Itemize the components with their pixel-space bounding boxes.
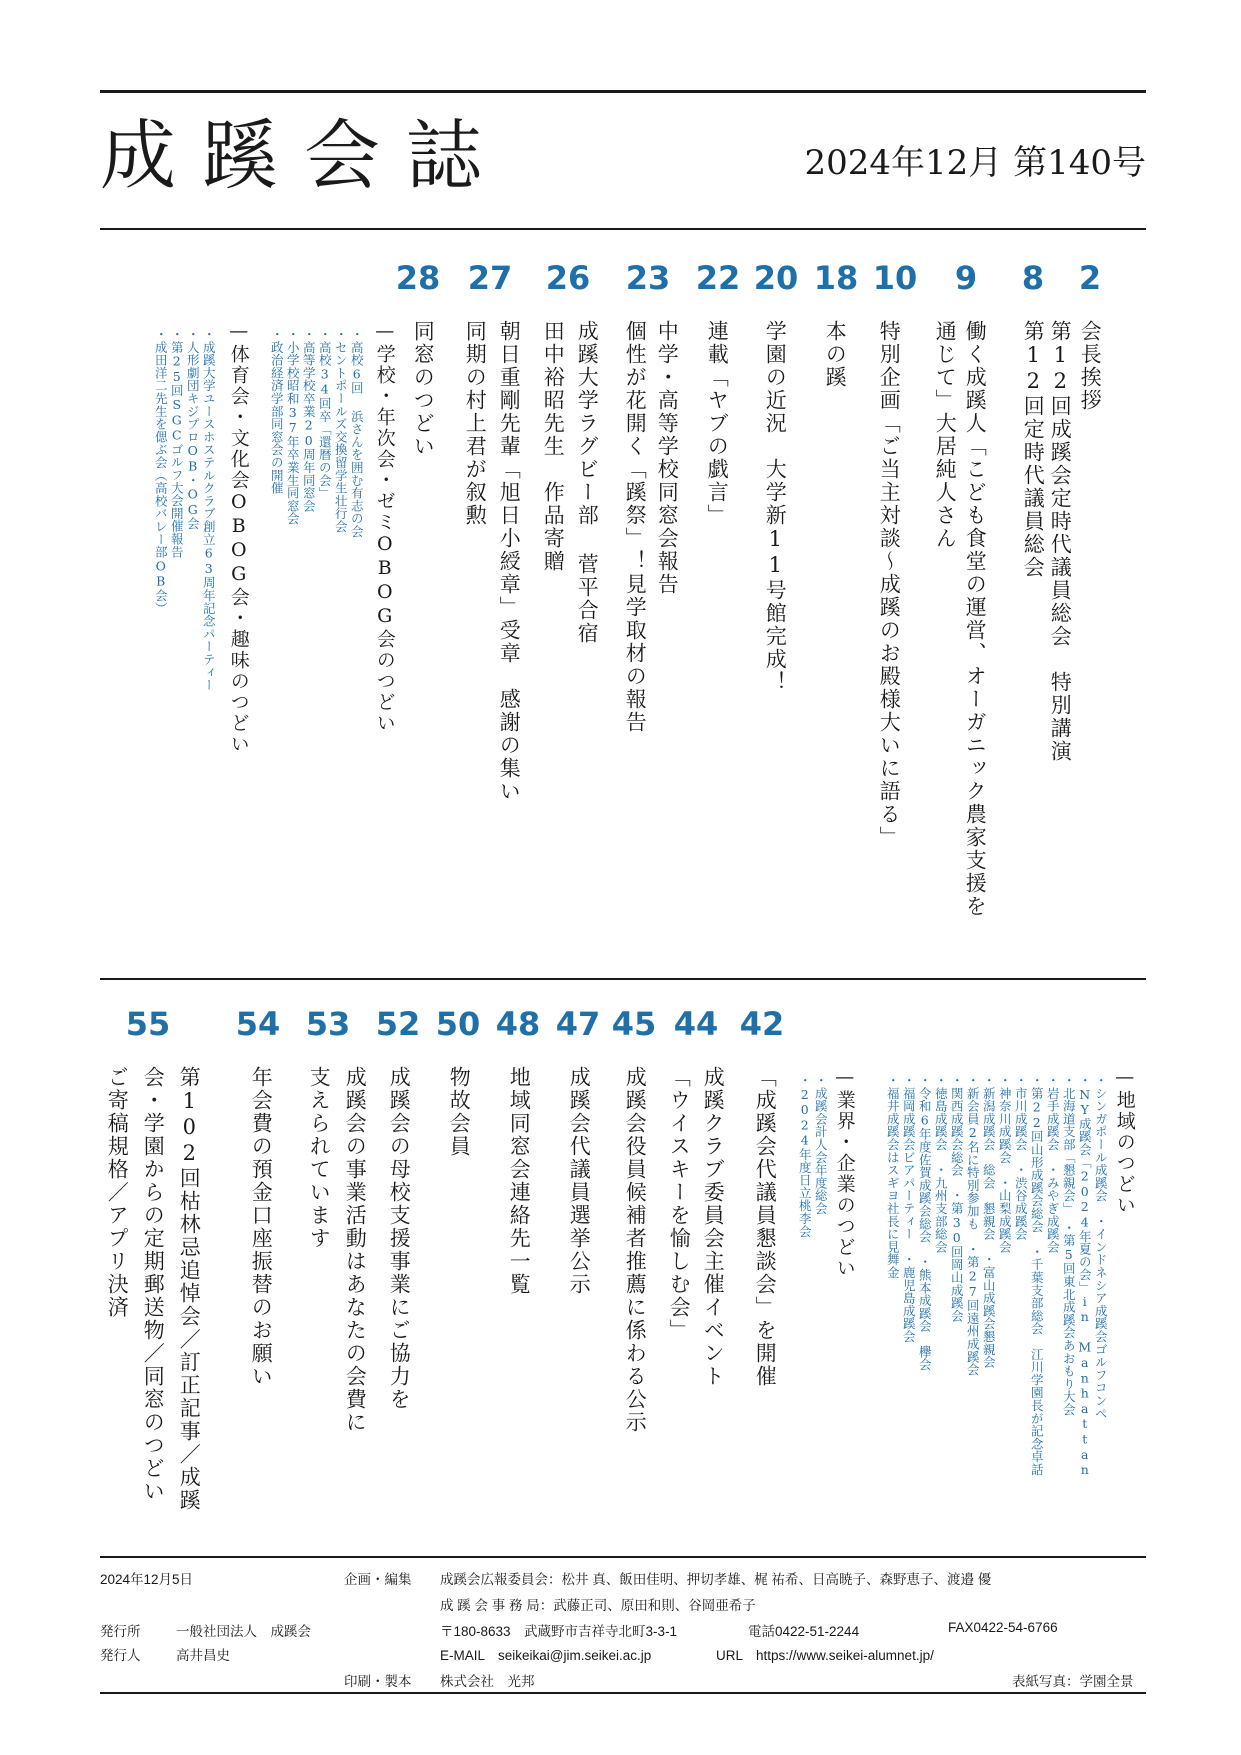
entry-title: 支えられています bbox=[307, 1066, 332, 1250]
page-number: 10 bbox=[872, 259, 918, 297]
page-number: 8 bbox=[1021, 259, 1045, 297]
page-number: 54 bbox=[235, 1005, 281, 1043]
regional-item: ・市川成蹊会 ・渋谷成蹊会 bbox=[1013, 1074, 1029, 1241]
entry-subheading: —学校・年次会・ゼミOBOG会のつどい bbox=[373, 320, 396, 734]
magazine-title: 成蹊会誌 bbox=[100, 111, 508, 200]
issue-date-number: 2024年12月 第140号 bbox=[804, 143, 1146, 183]
toc-top bbox=[0, 259, 1241, 962]
page-number: 47 bbox=[555, 1005, 601, 1043]
entry-title: 成蹊会役員候補者推薦に係わる公示 bbox=[623, 1066, 648, 1434]
page-number: 9 bbox=[954, 259, 978, 297]
secretariat: 成 蹊 会 事 務 局：武藤正司、原田和則、谷岡亜希子 bbox=[440, 1598, 756, 1613]
entry-title: 連載「ヤブの戯言」 bbox=[705, 320, 730, 527]
entry-title: 成蹊会代議員選挙公示 bbox=[567, 1066, 592, 1296]
page-number: 2 bbox=[1078, 259, 1102, 297]
page-number: 50 bbox=[435, 1005, 481, 1043]
entry-subheading: —体育会・文化会OBOG会・趣味のつどい bbox=[227, 320, 250, 755]
regional-item: ・福岡成蹊会ビアパーティー ・鹿児島成蹊会 bbox=[901, 1074, 917, 1343]
section-rule bbox=[100, 978, 1146, 980]
regional-item: ・新潟成蹊会 総会 懇親会 ・富山成蹊会懇親会 bbox=[981, 1074, 997, 1369]
planning-label: 企画・編集 bbox=[344, 1572, 412, 1587]
entry-subitem: ・成蹊大学ユースホステルクラブ創立63周年記念パーティー bbox=[201, 328, 217, 692]
print-label: 印刷・製本 bbox=[344, 1674, 412, 1689]
entry-title: 成蹊クラブ委員会主催イベント bbox=[701, 1066, 726, 1388]
entry-subitem: ・小学校昭和37年卒業生同窓会 bbox=[285, 328, 301, 525]
regional-item: ・第22回山形成蹊会総会 ・千葉支部総会 江川学園長が記念卓話 bbox=[1029, 1074, 1045, 1476]
cover-photo-credit: 表紙写真：学園全景 bbox=[1012, 1674, 1134, 1689]
regional-item: ・令和6年度佐賀成蹊会総会 ・熊本成蹊会 欅会 bbox=[917, 1074, 933, 1371]
entry-title: 第12回成蹊会定時代議員総会 特別講演 bbox=[1048, 320, 1073, 763]
entry-subitem: ・成田洋二先生を偲ぶ会（高校バレー部OB会） bbox=[153, 328, 169, 615]
address: 〒180-8633 武蔵野市吉祥寺北町3-3-1 bbox=[440, 1624, 678, 1639]
entry-subitem: ・セントポールズ交換留学生壮行会 bbox=[333, 328, 349, 533]
entry-title: 田中裕昭先生 作品寄贈 bbox=[541, 320, 566, 573]
entry-title: 年会費の預金口座振替のお願い bbox=[249, 1066, 274, 1388]
footer-bottom-rule bbox=[100, 1692, 1146, 1694]
entry-subitem: ・高校6回 浜さんを囲む有志の会 bbox=[349, 328, 365, 538]
regional-heading: —地域のつどい bbox=[1113, 1066, 1136, 1216]
entry-subitem: ・政治経済学部同窓会の開催 bbox=[269, 328, 285, 495]
page-number: 52 bbox=[375, 1005, 421, 1043]
entry-title: 学園の近況 大学新11号館完成！ bbox=[763, 320, 788, 694]
entry-title: 中学・高等学校同窓会報告 bbox=[655, 320, 680, 596]
page-number: 22 bbox=[695, 259, 741, 297]
entry-title: 会・学園からの定期郵送物／同窓のつどい bbox=[141, 1066, 166, 1503]
entry-title: 個性が花開く「蹊祭」！見学取材の報告 bbox=[623, 320, 648, 734]
regional-item: ・北海道支部「懇親会」 ・第5回東北成蹊会あおもり大会 bbox=[1061, 1074, 1077, 1416]
page-number: 48 bbox=[495, 1005, 541, 1043]
entry-title: 働く成蹊人「こども食堂の運営、オーガニック農家支援を bbox=[963, 320, 988, 918]
entry-title: 地域同窓会連絡先一覧 bbox=[507, 1066, 532, 1296]
page-number: 28 bbox=[395, 259, 441, 297]
entry-subitem: ・人形劇団キジプロOB・OG会 bbox=[185, 328, 201, 530]
regional-item: ・NY成蹊会「2024年夏の会」in Manhattan bbox=[1077, 1074, 1093, 1478]
industry-item: ・2024年度日立桃李会 bbox=[797, 1074, 813, 1238]
publisher-label: 発行所 bbox=[100, 1624, 141, 1639]
entry-title: 会長挨拶 bbox=[1078, 320, 1103, 412]
regional-item: ・徳島成蹊会 ・九州支部総会 bbox=[933, 1074, 949, 1254]
regional-item: ・新会員2名に特別参加も ・第27回遠州成蹊会 bbox=[965, 1074, 981, 1376]
page-number: 42 bbox=[739, 1005, 785, 1043]
regional-item: ・シンガポール成蹊会 ・インドネシア成蹊会ゴルフコンペ bbox=[1093, 1074, 1109, 1420]
website-link[interactable]: URL https://www.seikei-alumnet.jp/ bbox=[716, 1648, 934, 1663]
entry-title: 同期の村上君が叙勲 bbox=[463, 320, 488, 527]
entry-title: 特別企画「ご当主対談～成蹊のお殿様大いに語る」 bbox=[877, 320, 902, 849]
entry-title: 物故会員 bbox=[447, 1066, 472, 1158]
page-number: 27 bbox=[467, 259, 513, 297]
entry-title: 「ウイスキーを愉しむ会」 bbox=[667, 1066, 692, 1342]
entry-title: 本の蹊 bbox=[823, 320, 848, 389]
issuer-label: 発行人 bbox=[100, 1648, 141, 1663]
entry-title: 同窓のつどい bbox=[411, 320, 436, 458]
entry-title: 第12回定時代議員総会 bbox=[1021, 320, 1046, 579]
page-number: 26 bbox=[545, 259, 591, 297]
page-number: 20 bbox=[753, 259, 799, 297]
entry-subitem: ・高校34回卒「還暦の会」 bbox=[317, 328, 333, 500]
footer-top-rule bbox=[100, 1556, 1146, 1558]
issuer-name: 高井昌史 bbox=[176, 1648, 230, 1663]
top-rule bbox=[100, 90, 1146, 93]
phone: 電話0422-51-2244 bbox=[748, 1624, 860, 1639]
regional-item: ・福井成蹊会はスギヨ社長に見舞金 bbox=[885, 1074, 901, 1279]
industry-heading: —業界・企業のつどい bbox=[833, 1066, 856, 1279]
entry-subitem: ・第25回SGCゴルフ大会開催報告 bbox=[169, 328, 185, 559]
regional-item: ・岩手成蹊会 ・みやぎ成蹊会 bbox=[1045, 1074, 1061, 1254]
entry-title: 朝日重剛先輩「旭日小綬章」受章 感謝の集い bbox=[497, 320, 522, 803]
page-number: 23 bbox=[625, 259, 671, 297]
entry-title: 「成蹊会代議員懇談会」を開催 bbox=[753, 1066, 778, 1388]
fax: FAX0422-54-6766 bbox=[948, 1620, 1058, 1635]
entry-title: 成蹊大学ラグビー部 菅平合宿 bbox=[575, 320, 600, 645]
printer-name: 株式会社 光邦 bbox=[440, 1674, 535, 1689]
regional-item: ・関西成蹊会総会 ・第30回岡山成蹊会 bbox=[949, 1074, 965, 1323]
page-number: 18 bbox=[813, 259, 859, 297]
entry-title: 通じて」大居純人さん bbox=[933, 320, 958, 550]
entry-title: 第102回枯林忌追悼会／訂正記事／成蹊 bbox=[177, 1066, 202, 1512]
email-link[interactable]: E-MAIL seikeikai@jim.seikei.ac.jp bbox=[440, 1648, 652, 1663]
editorial-committee: 成蹊会広報委員会：松井 真、飯田佳明、押切孝雄、梶 祐希、日高暁子、森野恵子、渡邉 優 bbox=[440, 1572, 992, 1587]
page-number: 55 bbox=[125, 1005, 171, 1043]
regional-item: ・神奈川成蹊会 ・山梨成蹊会 bbox=[997, 1074, 1013, 1254]
masthead-rule bbox=[100, 228, 1146, 230]
publisher-name: 一般社団法人 成蹊会 bbox=[176, 1624, 311, 1639]
industry-item: ・成蹊会計人会年度総会 bbox=[813, 1074, 829, 1215]
toc-bottom bbox=[0, 1005, 1241, 1548]
entry-title: 成蹊会の事業活動はあなたの会費に bbox=[343, 1066, 368, 1434]
entry-subitem: ・高等学校卒業20周年同窓会 bbox=[301, 328, 317, 513]
entry-title: ご寄稿規格／アプリ決済 bbox=[105, 1066, 130, 1319]
publish-date: 2024年12月5日 bbox=[100, 1572, 194, 1587]
page-number: 53 bbox=[305, 1005, 351, 1043]
entry-title: 成蹊会の母校支援事業にご協力を bbox=[387, 1066, 412, 1411]
page-number: 45 bbox=[611, 1005, 657, 1043]
page-number: 44 bbox=[673, 1005, 719, 1043]
